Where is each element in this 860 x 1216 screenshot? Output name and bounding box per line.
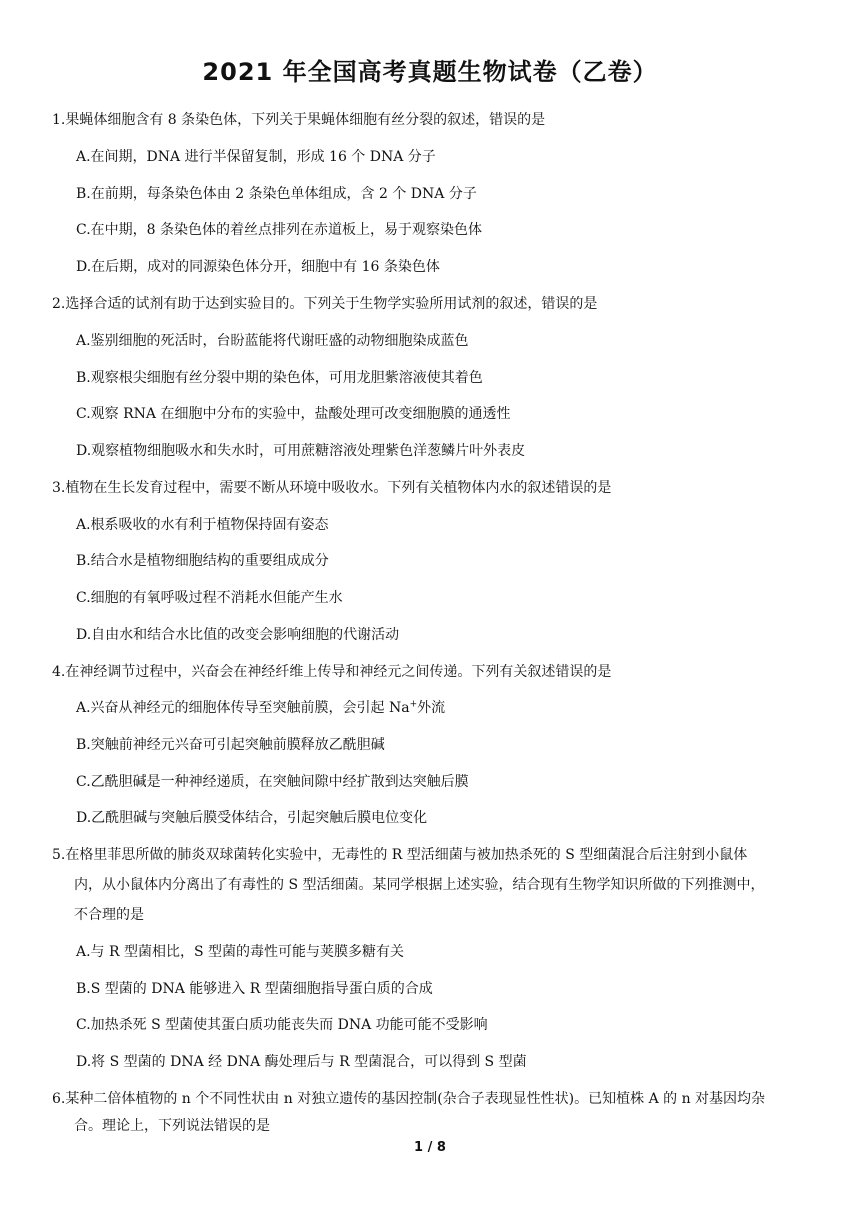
question-5-option-d: D.将 S 型菌的 DNA 经 DNA 酶处理后与 R 型菌混合，可以得到 S 型菌 — [76, 1054, 527, 1070]
question-4-option-d: D.乙酰胆碱与突触后膜受体结合，引起突触后膜电位变化 — [76, 810, 428, 826]
question-1-option-c: C.在中期，8 条染色体的着丝点排列在赤道板上，易于观察染色体 — [76, 222, 483, 238]
question-5-option-c: C.加热杀死 S 型菌使其蛋白质功能丧失而 DNA 功能可能不受影响 — [76, 1017, 488, 1033]
question-2-option-d: D.观察植物细胞吸水和失水时，可用蔗糖溶液处理紫色洋葱鳞片叶外表皮 — [76, 443, 526, 459]
question-1-stem: 1.果蝇体细胞含有 8 条染色体，下列关于果蝇体细胞有丝分裂的叙述，错误的是 — [52, 112, 546, 128]
page-number: 1 / 8 — [414, 1140, 446, 1155]
question-4-option-a-text: A.兴奋从神经元的细胞体传导至突触前膜，会引起 Na — [76, 700, 410, 716]
question-3-stem: 3.植物在生长发育过程中，需要不断从环境中吸收水。下列有关植物体内水的叙述错误的是 — [52, 480, 612, 496]
question-4-stem: 4.在神经调节过程中，兴奋会在神经纤维上传导和神经元之间传递。下列有关叙述错误的是 — [52, 664, 612, 680]
question-5-stem-line-2: 内，从小鼠体内分离出了有毒性的 S 型活细菌。某同学根据上述实验，结合现有生物学知识所做的下列推测中， — [74, 877, 765, 893]
question-3-option-b: B.结合水是植物细胞结构的重要组成成分 — [76, 553, 329, 569]
question-5-stem-line-3: 不合理的是 — [74, 907, 144, 923]
question-1-option-a: A.在间期，DNA 进行半保留复制，形成 16 个 DNA 分子 — [76, 149, 436, 165]
sodium-ion-charge: + — [409, 699, 418, 710]
question-4-option-b: B.突触前神经元兴奋可引起突触前膜释放乙酰胆碱 — [76, 737, 385, 753]
question-5-stem-line-1: 5.在格里菲思所做的肺炎双球菌转化实验中，无毒性的 R 型活细菌与被加热杀死的 S 型细菌混合后注射到小鼠体 — [52, 847, 748, 863]
question-3-option-a: A.根系吸收的水有利于植物保持固有姿态 — [76, 517, 329, 533]
question-2-option-a: A.鉴别细胞的死活时，台盼蓝能将代谢旺盛的动物细胞染成蓝色 — [76, 333, 469, 349]
question-4-option-a — [76, 698, 445, 718]
question-6-stem-line-1: 6.某种二倍体植物的 n 个不同性状由 n 对独立遗传的基因控制(杂合子表现显性性状)。已知植株 A 的 n 对基因均杂 — [52, 1091, 766, 1107]
question-6-stem-line-2: 合。理论上，下列说法错误的是 — [74, 1118, 270, 1134]
question-1-option-b: B.在前期，每条染色体由 2 条染色单体组成，含 2 个 DNA 分子 — [76, 186, 477, 202]
question-2-option-c: C.观察 RNA 在细胞中分布的实验中，盐酸处理可改变细胞膜的通透性 — [76, 406, 511, 422]
page-title: 2021 年全国高考真题生物试卷（乙卷） — [202, 58, 658, 86]
question-3-option-c: C.细胞的有氧呼吸过程不消耗水但能产生水 — [76, 590, 343, 606]
question-2-option-b: B.观察根尖细胞有丝分裂中期的染色体，可用龙胆紫溶液使其着色 — [76, 370, 483, 386]
question-4-option-a-tail: 外流 — [417, 700, 446, 716]
question-5-option-b: B.S 型菌的 DNA 能够进入 R 型菌细胞指导蛋白质的合成 — [76, 981, 433, 997]
question-4-option-c: C.乙酰胆碱是一种神经递质，在突触间隙中经扩散到达突触后膜 — [76, 774, 469, 790]
question-2-stem: 2.选择合适的试剂有助于达到实验目的。下列关于生物学实验所用试剂的叙述，错误的是 — [52, 296, 598, 312]
question-1-option-d: D.在后期，成对的同源染色体分开，细胞中有 16 条染色体 — [76, 259, 440, 275]
question-3-option-d: D.自由水和结合水比值的改变会影响细胞的代谢活动 — [76, 627, 400, 643]
question-5-option-a: A.与 R 型菌相比，S 型菌的毒性可能与荚膜多糖有关 — [76, 944, 405, 960]
